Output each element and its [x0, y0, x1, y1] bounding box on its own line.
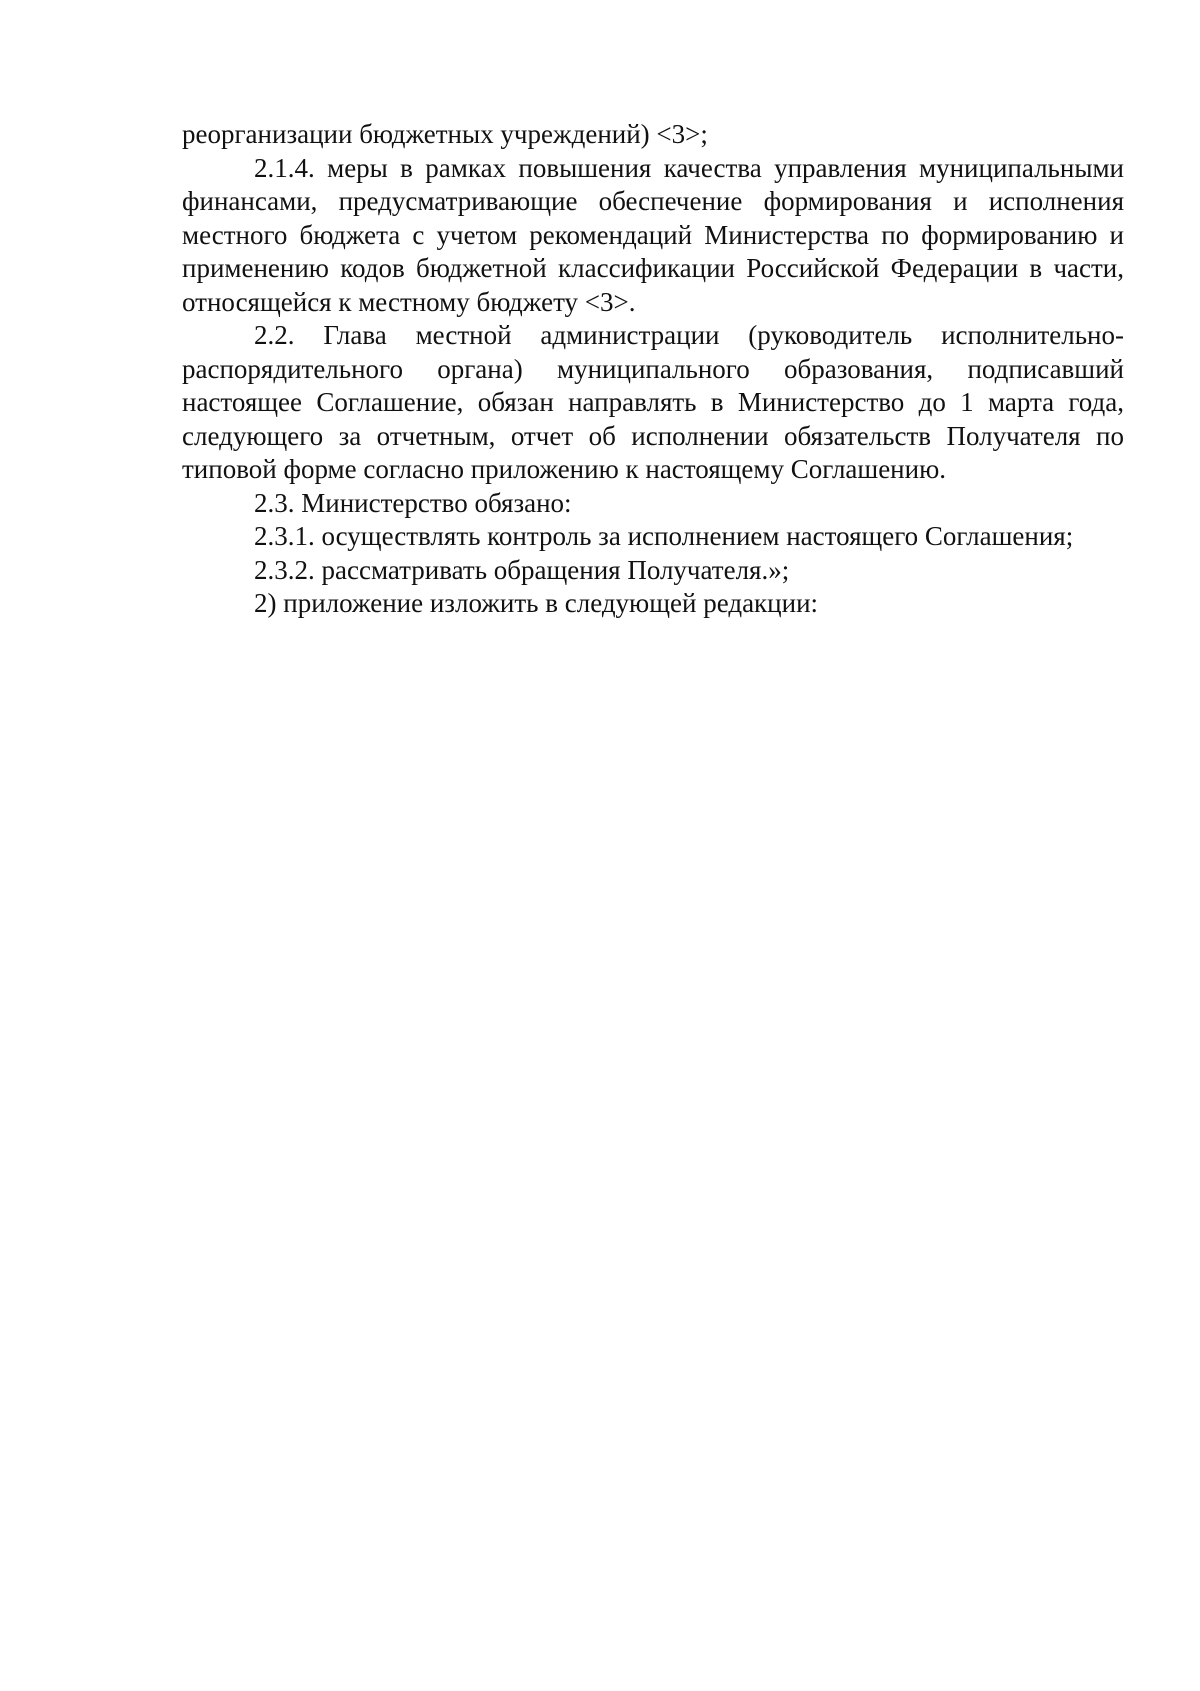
paragraph-amendment-2: 2) приложение изложить в следующей редакции:	[254, 588, 819, 618]
paragraph-2-3-2: 2.3.2. рассматривать обращения Получателя.»;	[254, 554, 790, 585]
paragraph-2-2: 2.2. Глава местной администрации (руководитель исполнительно-распорядительного органа) муниципального образования, подписавший настоящее Соглашение, обязан направлять в Министерство до 1 марта года, следующего за отчетным, отчет об исполнении обязательств Получателя по типовой форме согласно приложению к настоящему Соглашению.	[182, 320, 1124, 484]
paragraph-2-3-1: 2.3.1. осуществлять контроль за исполнением настоящего Соглашения;	[254, 521, 1074, 551]
paragraph-continuation: реорганизации бюджетных учреждений) <3>;	[182, 119, 708, 149]
paragraph-2-3: 2.3. Министерство обязано:	[254, 487, 572, 518]
paragraph-2-1-4: 2.1.4. меры в рамках повышения качества управления муниципальными финансами, предусматривающие обеспечение формирования и исполнения местного бюджета с учетом рекомендаций Министерства по формированию и применению кодов бюджетной классификации Российской Федерации в части, относящейся к местному бюджету <3>.	[182, 152, 1124, 317]
document-body	[182, 118, 1124, 621]
